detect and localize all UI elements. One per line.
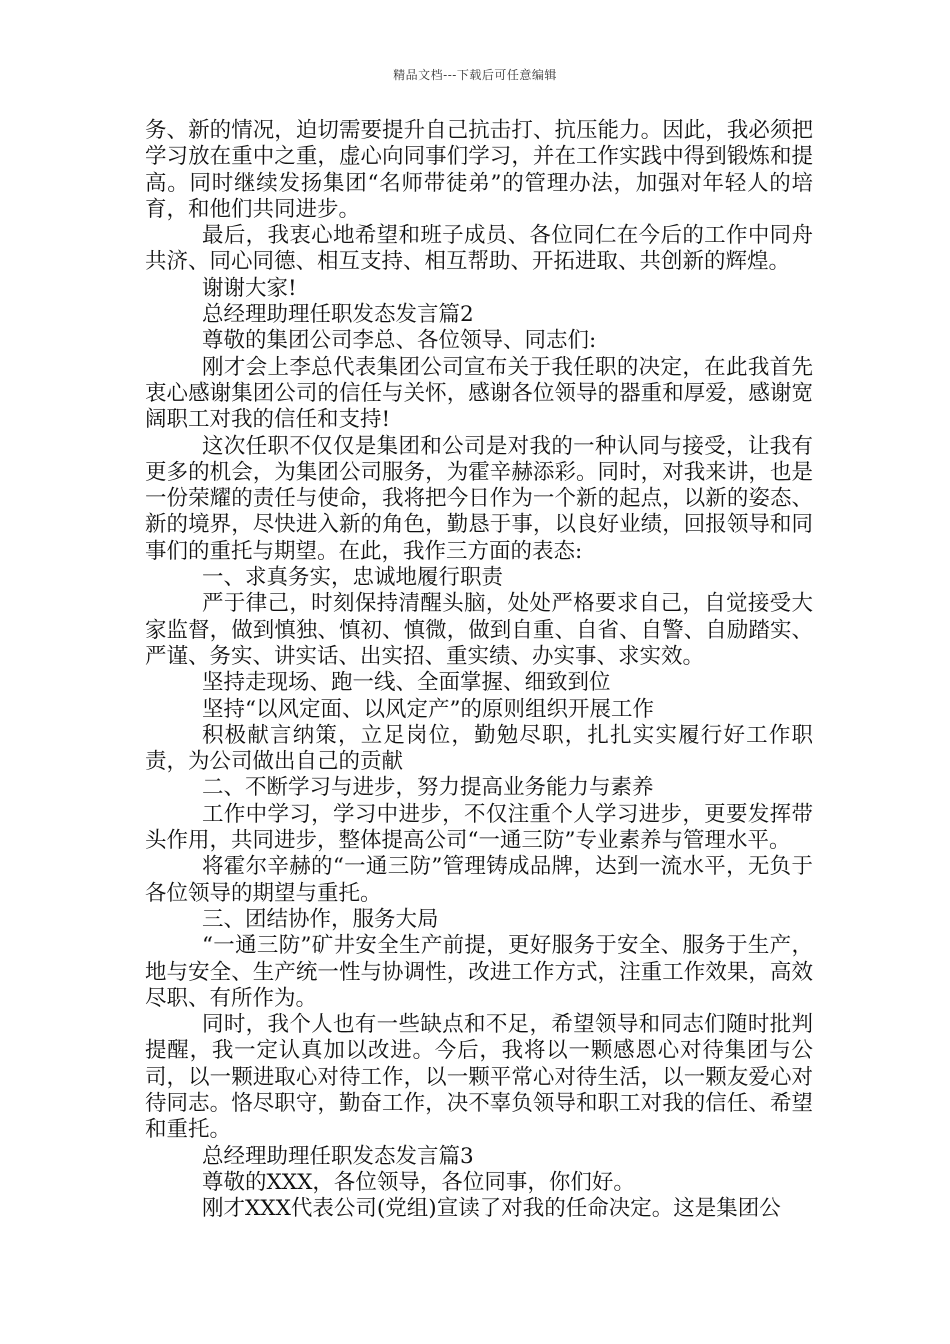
paragraph: 谢谢大家! xyxy=(202,275,297,301)
paragraph: 将霍尔辛赫的“一通三防”管理铸成品牌，达到一流水平，无负于各位领导的期望与重托。 xyxy=(145,854,813,906)
paragraph: 坚持走现场、跑一线、全面掌握、细致到位 xyxy=(202,670,611,696)
paragraph: 严于律己，时刻保持清醒头脑，处处严格要求自己，自觉接受大家监督，做到慎独、慎初、慎微，做到自重、自省、自警、自励踏实、严谨、务实、讲实话、出实招、重实绩、办实事、求实效。 xyxy=(145,591,813,669)
paragraph: 刚才XXX代表公司(党组)宣读了对我的任命决定。这是集团公 xyxy=(202,1196,781,1222)
paragraph: 一、求真务实，忠诚地履行职责 xyxy=(202,565,504,591)
paragraph: 坚持“以风定面、以风定产”的原则组织开展工作 xyxy=(202,696,654,722)
paragraph: 总经理助理任职发态发言篇2 xyxy=(202,302,474,328)
document-body xyxy=(145,118,813,1222)
paragraph: 同时，我个人也有一些缺点和不足，希望领导和同志们随时批判提醒，我一定认真加以改进。今后，我将以一颗感恩心对待集团与公司，以一颗进取心对待工作，以一颗平常心对待生活，以一颗友爱心对待同志。恪尽职守，勤奋工作，决不辜负领导和职工对我的信任、希望和重托。 xyxy=(145,1012,813,1143)
paragraph: 这次任职不仅仅是集团和公司是对我的一种认同与接受，让我有更多的机会，为集团公司服务，为霍辛赫添彩。同时，对我来讲，也是一份荣耀的责任与使命，我将把今日作为一个新的起点，以新的姿态、新的境界，尽快进入新的角色，勤恳于事，以良好业绩，回报领导和同事们的重托与期望。在此，我作三方面的表态: xyxy=(145,433,813,564)
paragraph: 务、新的情况，迫切需要提升自己抗击打、抗压能力。因此，我必须把学习放在重中之重，虚心向同事们学习，并在工作实践中得到锻炼和提高。同时继续发扬集团“名师带徒弟”的管理办法，加强对年轻人的培育，和他们共同进步。 xyxy=(145,118,813,222)
paragraph: 工作中学习，学习中进步，不仅注重个人学习进步，更要发挥带头作用，共同进步，整体提高公司“一通三防”专业素养与管理水平。 xyxy=(145,801,813,854)
paragraph: 尊敬的XXX，各位领导，各位同事，你们好。 xyxy=(202,1169,635,1195)
paragraph: 尊敬的集团公司李总、各位领导、同志们: xyxy=(202,328,597,354)
paragraph: “一通三防”矿井安全生产前提，更好服务于安全、服务于生产，地与安全、生产统一性与协调性，改进工作方式，注重工作效果，高效尽职、有所作为。 xyxy=(145,933,813,1011)
paragraph: 总经理助理任职发态发言篇3 xyxy=(202,1143,474,1169)
paragraph: 积极献言纳策，立足岗位，勤勉尽职，扎扎实实履行好工作职责，为公司做出自己的贡献 xyxy=(145,722,813,775)
paragraph: 最后，我衷心地希望和班子成员、各位同仁在今后的工作中同舟共济、同心同德、相互支持、相互帮助、开拓进取、共创新的辉煌。 xyxy=(145,223,813,275)
paragraph: 刚才会上李总代表集团公司宣布关于我任职的决定，在此我首先衷心感谢集团公司的信任与关怀，感谢各位领导的器重和厚爱，感谢宽阔职工对我的信任和支持! xyxy=(145,354,813,433)
paragraph: 二、不断学习与进步，努力提高业务能力与素养 xyxy=(202,775,654,801)
page-header: 精品文档---下载后可任意编辑 xyxy=(393,68,557,82)
paragraph: 三、团结协作，服务大局 xyxy=(202,906,439,932)
